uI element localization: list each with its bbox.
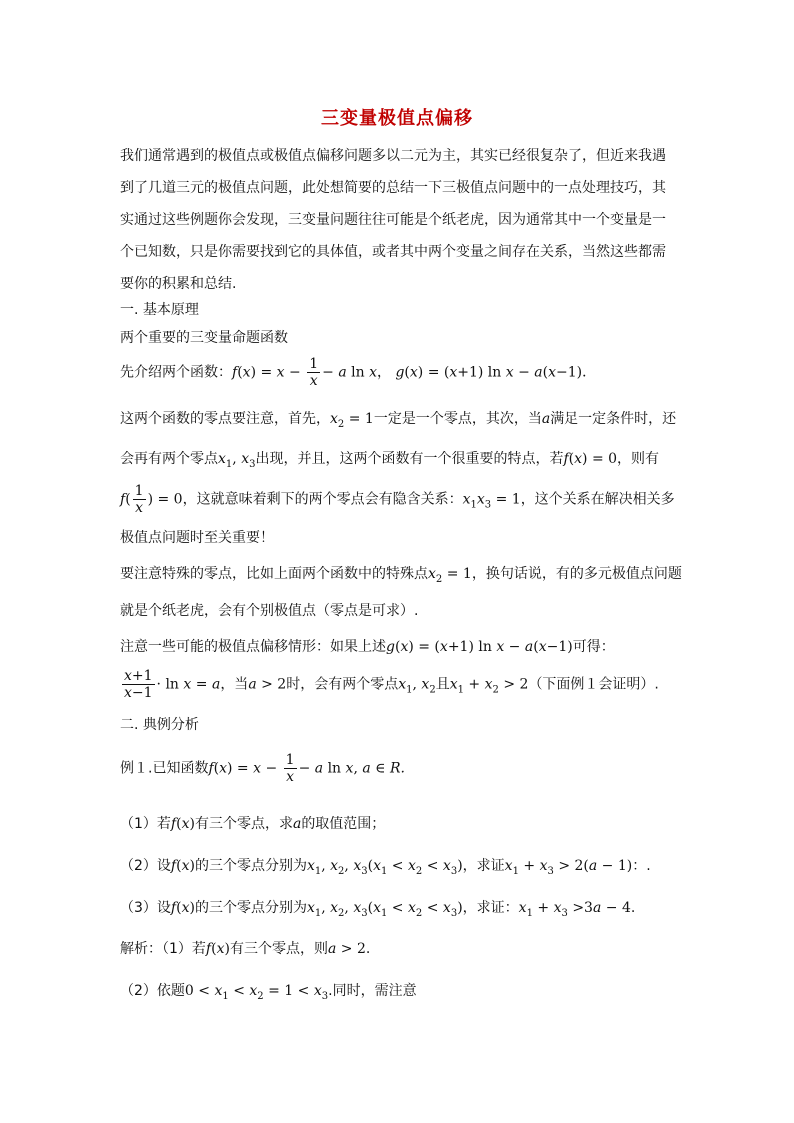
offset-text-2: $\frac{x+1}{x-1}$ · ln x = a，当a > 2时，会有两个零点$x_1$, $x_2$且$x_1 + x_2 > 2$（下面例１会证明）.	[124, 668, 659, 701]
question-3: （3）设f(x)的三个零点分别为$x_1$, $x_2$, $x_3(x_1 < x_2 < x_3)$，求证：$x_1 + x_3 >3a - 4$.	[120, 900, 636, 919]
intro-paragraph: 我们通常遇到的极值点或极值点偏移问题多以二元为主，其实已经很复杂了，但近来我遇到了几道三元的极值点问题，此处想简要的总结一下三极值点问题中的一点处理技巧，其实通过这些例题你会发现，三变量问题往往可能是个纸老虎，因为通常其中一个变量是一个已知数，只是你需要找到它的具体值，或者其中两个变量之间存在关系，当然这些都需要你的积累和总结.	[120, 148, 666, 292]
zero-text-4: 极值点问题时至关重要！	[120, 530, 274, 546]
solution-2: （2）依题$0 < x_1 < x_2 = 1 < x_3$.同时，需注意	[120, 983, 417, 1002]
question-1: （1）若f(x)有三个零点，求a的取值范围；	[120, 816, 386, 832]
question-2: （2）设f(x)的三个零点分别为$x_1$, $x_2$, $x_3(x_1 < x_2 < x_3)$，求证$x_1 + x_3 > 2(a - 1)$：.	[120, 858, 651, 877]
zero-text-2: 会再有两个零点$x_1$, $x_3$出现，并且，这两个函数有一个很重要的特点，若f(x) = 0，则有	[120, 451, 660, 470]
zero-text-3: f( $\frac{1}{x}$ ) = 0，这就意味着剩下的两个零点会有隐含关系：$x_1x_3 = 1$，这个关系在解决相关多	[120, 483, 675, 516]
zero-text-1: 这两个函数的零点要注意，首先，$x_2 = 1$一定是一个零点，其次，当a满足一定条件时，还	[120, 411, 677, 430]
special-zero-2: 就是个纸老虎，会有个别极值点（零点是可求）.	[120, 603, 419, 619]
solution-1: 解析：（1）若f(x)有三个零点，则a > 2.	[120, 941, 371, 957]
function-definitions: 先介绍两个函数：f(x) = x − $\frac{1}{x}$ − a ln x， g(x) = (x+1) ln x − a(x−1)．	[120, 356, 597, 389]
example-1-statement: 例１.已知函数f(x) = x − $\frac{1}{x}$ − a ln x, a ∈ R.	[120, 752, 405, 785]
special-zero-1: 要注意特殊的零点，比如上面两个函数中的特殊点$x_2 = 1$，换句话说，有的多元极值点问题	[120, 566, 682, 585]
section-heading-examples: 二. 典例分析	[120, 717, 199, 733]
section-heading-principle: 一. 基本原理	[120, 302, 199, 318]
offset-text-1: 注意一些可能的极值点偏移情形：如果上述g(x) = (x+1) ln x − a(x−1)可得：	[120, 639, 615, 655]
section-subheading: 两个重要的三变量命题函数	[120, 330, 288, 346]
page-title: 三变量极值点偏移	[321, 108, 473, 129]
